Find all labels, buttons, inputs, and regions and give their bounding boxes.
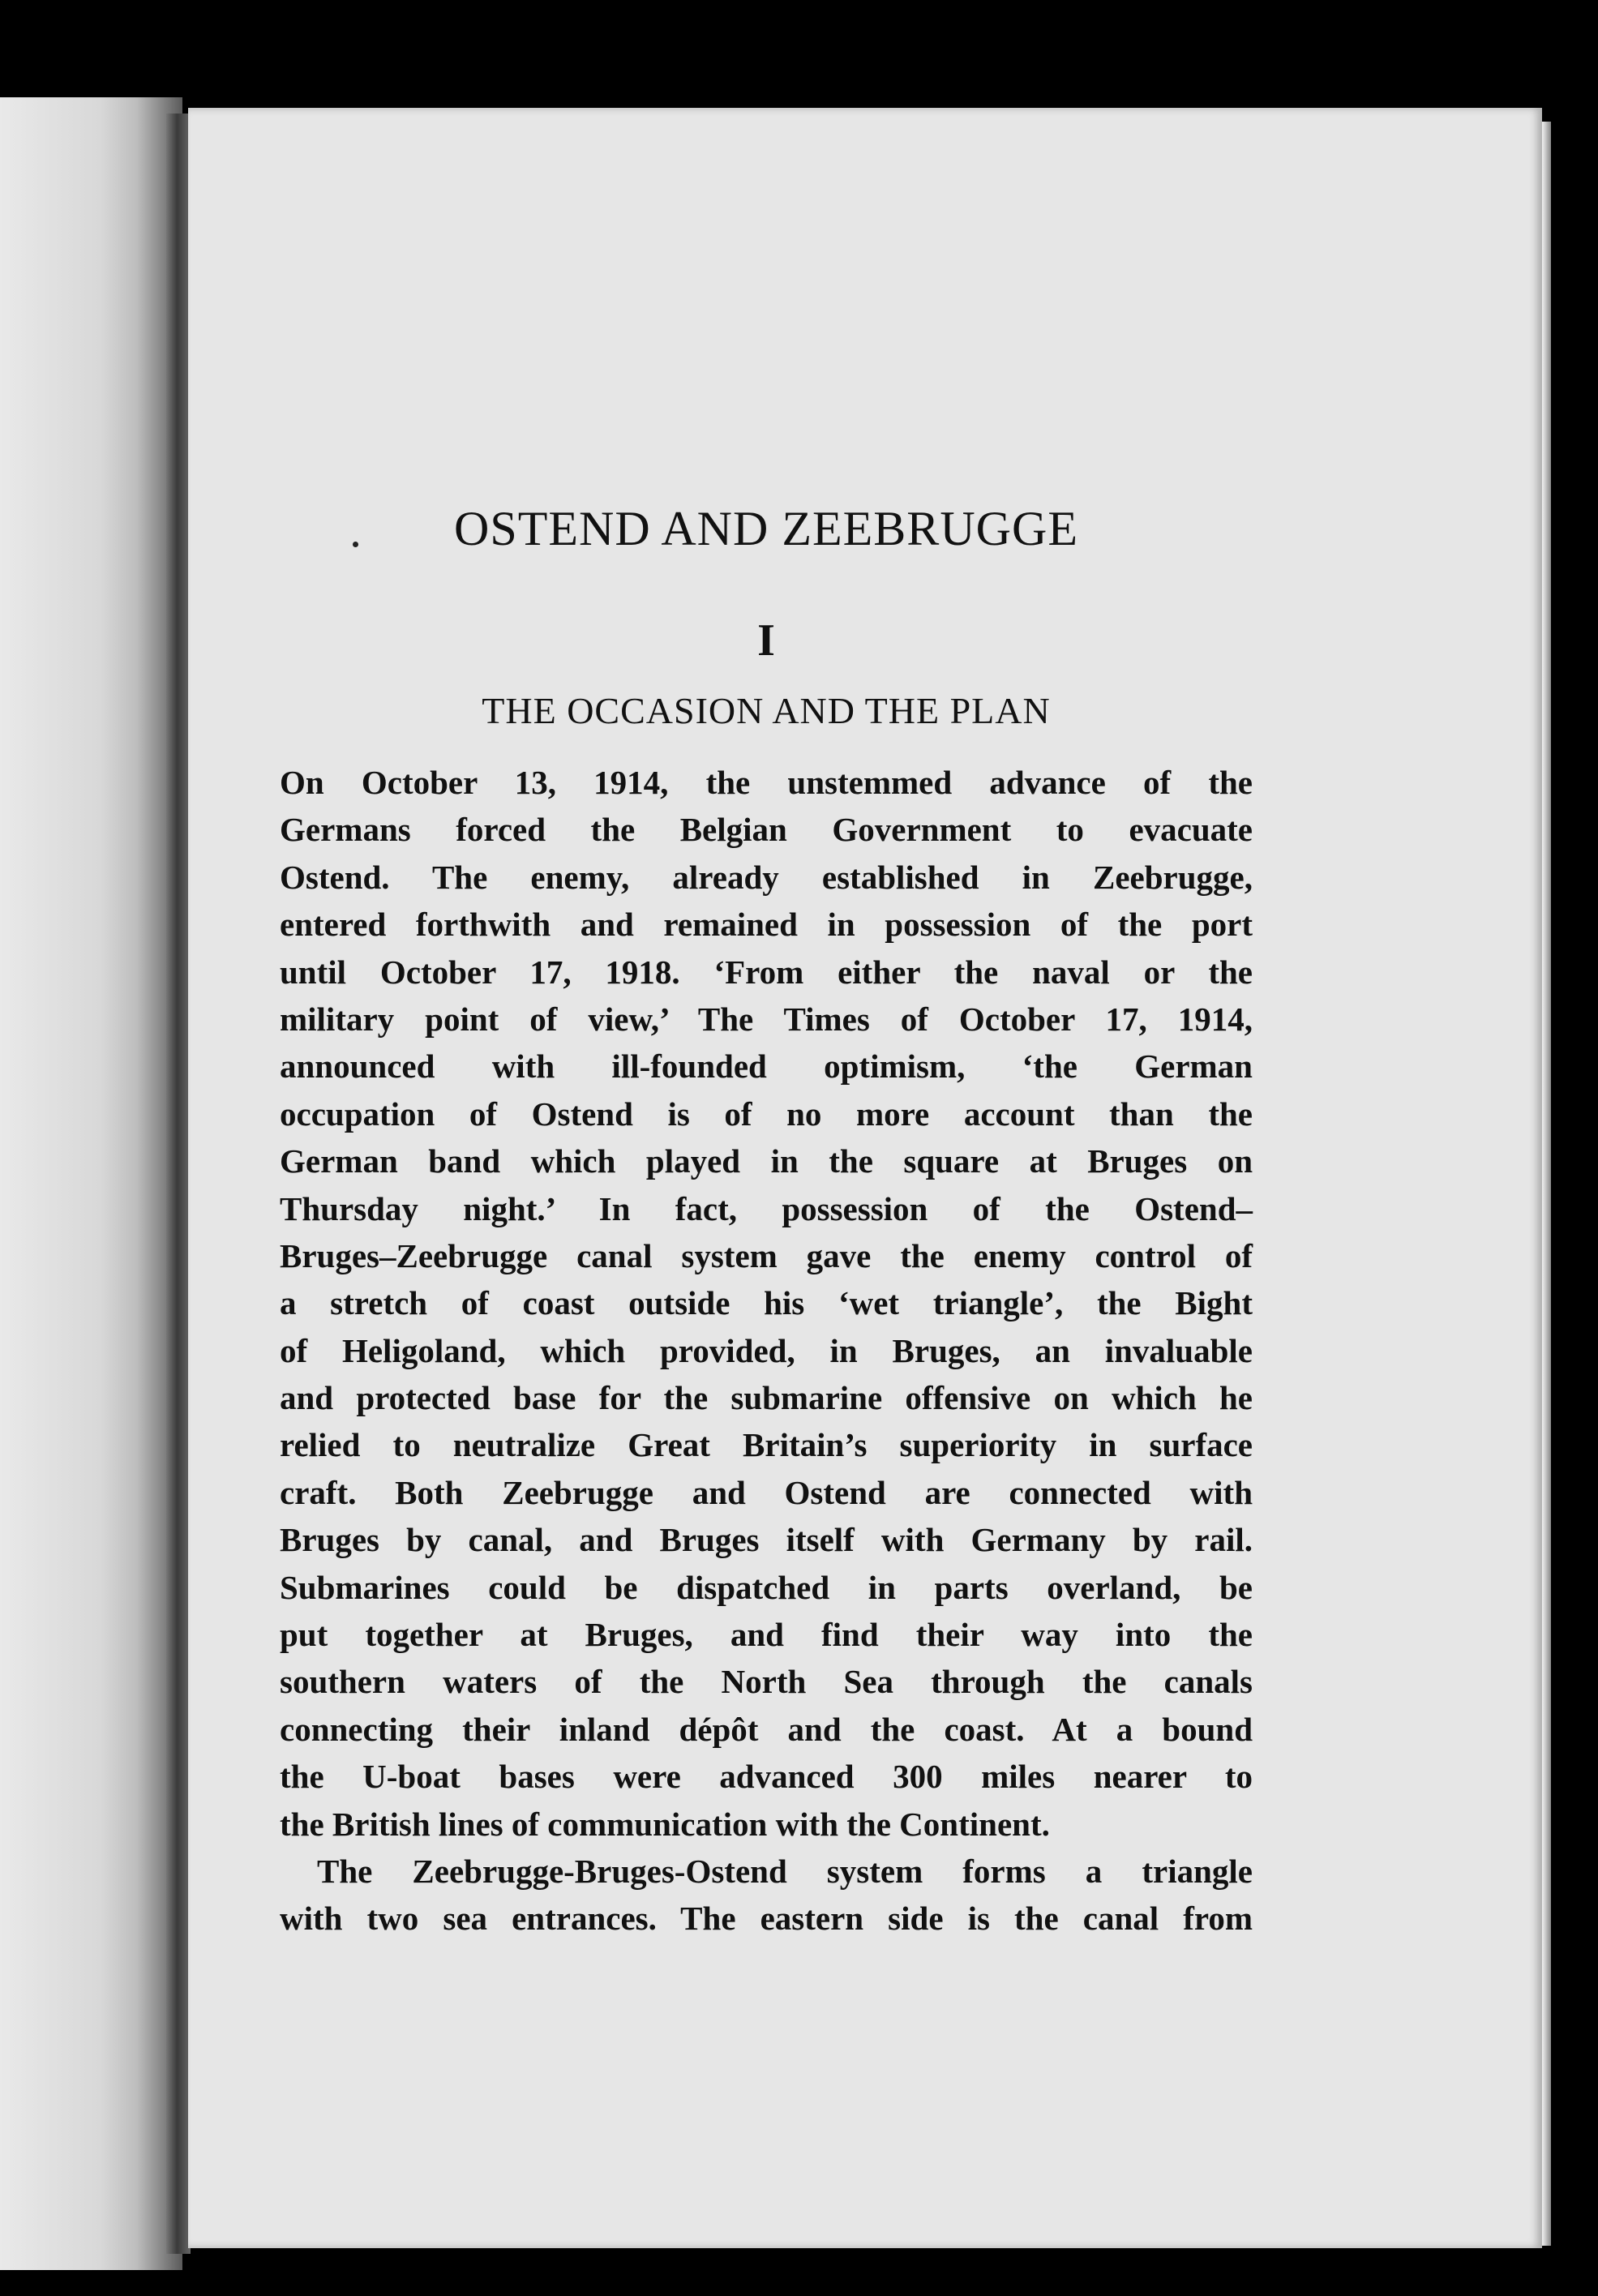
- text-line: Bruges–Zeebrugge canal system gave the enemy control of: [280, 1236, 1253, 1274]
- text-line: Bruges by canal, and Bruges itself with Germany by rail.: [280, 1521, 1253, 1559]
- text-line: German band which played in the square at Bruges on: [280, 1142, 1253, 1180]
- paragraph-2: [280, 1848, 1253, 1943]
- text-line: with two sea entrances. The eastern side is the canal from: [280, 1900, 1253, 1938]
- text-line: a stretch of coast outside his ‘wet triangle’, the Bight: [280, 1284, 1253, 1322]
- text-line: the British lines of communication with the Continent.: [280, 1805, 1050, 1843]
- text-line: military point of view,’ The Times of October 17, 1914,: [280, 1000, 1253, 1038]
- text-line: of Heligoland, which provided, in Bruges, an invaluable: [280, 1331, 1253, 1369]
- text-line: Submarines could be dispatched in parts overland, be: [280, 1568, 1253, 1606]
- chapter-title: THE OCCASION AND THE PLAN: [482, 690, 1051, 731]
- book-title: OSTEND AND ZEEBRUGGE: [454, 502, 1078, 555]
- text-line: the U-boat bases were advanced 300 miles nearer to: [280, 1758, 1253, 1796]
- text-line: entered forthwith and remained in possession of the port: [280, 906, 1253, 944]
- text-line: Germans forced the Belgian Government to evacuate: [280, 811, 1253, 849]
- text-line: On October 13, 1914, the unstemmed advance of the: [280, 764, 1253, 801]
- text-line: and protected base for the submarine offensive on which he: [280, 1379, 1253, 1417]
- text-line: put together at Bruges, and find their way into the: [280, 1616, 1253, 1654]
- book-gutter: [166, 114, 191, 2254]
- text-line: occupation of Ostend is of no more account than the: [280, 1094, 1253, 1133]
- text-line: Ostend. The enemy, already established in Zeebrugge,: [280, 858, 1253, 896]
- text-line: Thursday night.’ In fact, possession of the Ostend–: [280, 1189, 1253, 1227]
- text-line: The Zeebrugge-Bruges-Ostend system forms a triangle: [317, 1852, 1253, 1890]
- text-line: announced with ill-founded optimism, ‘the German: [280, 1047, 1253, 1086]
- book-spine-shadow: [0, 97, 182, 2270]
- text-line: until October 17, 1918. ‘From either the naval or the: [280, 953, 1253, 991]
- text-line: southern waters of the North Sea through the canals: [280, 1663, 1253, 1701]
- body-text: [280, 759, 1253, 1943]
- text-line: relied to neutralize Great Britain’s superiority in surface: [280, 1426, 1253, 1464]
- paragraph-1: [280, 759, 1253, 1848]
- chapter-number: I: [757, 615, 775, 666]
- text-line: connecting their inland dépôt and the coast. At a bound: [280, 1710, 1253, 1748]
- text-line: craft. Both Zeebrugge and Ostend are connected with: [280, 1473, 1253, 1511]
